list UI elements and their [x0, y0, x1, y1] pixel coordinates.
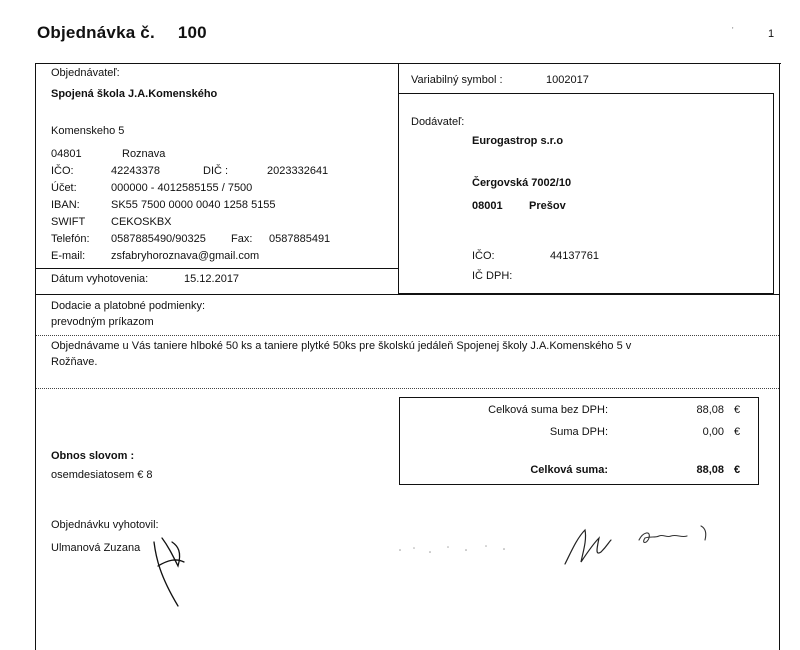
scan-mark: ' — [732, 26, 734, 35]
supplier-icdph-label: IČ DPH: — [472, 270, 513, 282]
supplier-label: Dodávateľ: — [411, 116, 465, 128]
approver-signature — [555, 516, 725, 572]
grand-total-currency: € — [734, 464, 741, 476]
orderer-email: zsfabryhoroznava@gmail.com — [111, 250, 260, 262]
supplier-street: Čergovská 7002/10 — [472, 177, 572, 189]
vat-value: 0,00 — [702, 426, 724, 438]
vat-currency: € — [734, 426, 741, 438]
grand-total-value: 88,08 — [696, 464, 724, 476]
orderer-iban: SK55 7500 0000 0040 1258 5155 — [111, 199, 276, 211]
terms-value: prevodným príkazom — [51, 316, 154, 328]
terms-label: Dodacie a platobné podmienky: — [51, 300, 206, 312]
orderer-name: Spojená škola J.A.Komenského — [51, 88, 218, 100]
order-text-line-2: Rožňave. — [51, 356, 98, 368]
scan-noise — [396, 540, 516, 560]
title-prefix: Objednávka č. — [37, 23, 155, 42]
page-number: 1 — [768, 28, 775, 40]
variable-symbol-label: Variabilný symbol : — [411, 74, 503, 86]
orderer-iban-label: IBAN: — [51, 199, 80, 211]
issuer-label: Objednávku vyhotovil: — [51, 519, 159, 531]
supplier-zip: 08001 — [472, 200, 503, 212]
order-number: 100 — [177, 23, 207, 42]
orderer-city: Roznava — [122, 148, 166, 160]
date-value: 15.12.2017 — [184, 273, 240, 285]
vat-label: Suma DPH: — [549, 426, 608, 438]
orderer-account: 000000 - 4012585155 / 7500 — [111, 182, 253, 194]
orderer-fax: 0587885491 — [269, 233, 331, 245]
supplier-ico-label: IČO: — [472, 250, 495, 262]
net-total-label: Celková suma bez DPH: — [488, 404, 608, 416]
date-label: Dátum vyhotovenia: — [51, 273, 149, 285]
page-title — [37, 23, 207, 43]
orderer-zip: 04801 — [51, 148, 82, 160]
grand-total-label: Celková suma: — [530, 464, 608, 476]
variable-symbol-value: 1002017 — [546, 74, 589, 86]
orderer-dic: 2023332641 — [267, 165, 329, 177]
orderer-label: Objednávateľ: — [51, 67, 120, 79]
orderer-ico: 42243378 — [111, 165, 160, 177]
net-total-value: 88,08 — [696, 404, 724, 416]
issuer-name: Ulmanová Zuzana — [51, 542, 141, 554]
orderer-dic-label: DIČ : — [203, 165, 229, 177]
order-text-line-1: Objednávame u Vás taniere hlboké 50 ks a taniere plytké 50ks pre školskú jedáleň Spojenej školy J.A.Komenského 5 v — [51, 340, 632, 352]
orderer-ico-label: IČO: — [51, 165, 74, 177]
orderer-phone-label: Telefón: — [51, 233, 90, 245]
net-total-currency: € — [734, 404, 741, 416]
orderer-swift-label: SWIFT — [51, 216, 86, 228]
orderer-street: Komenskeho 5 — [51, 125, 125, 137]
supplier-name: Eurogastrop s.r.o — [472, 135, 564, 147]
orderer-phone: 0587885490/90325 — [111, 233, 206, 245]
in-words-label: Obnos slovom : — [51, 450, 135, 462]
issuer-signature — [148, 528, 198, 614]
orderer-email-label: E-mail: — [51, 250, 86, 262]
supplier-city: Prešov — [529, 200, 566, 212]
orderer-fax-label: Fax: — [231, 233, 253, 245]
in-words-value: osemdesiatosem € 8 — [51, 469, 153, 481]
supplier-ico: 44137761 — [550, 250, 599, 262]
orderer-account-label: Účet: — [51, 182, 77, 194]
orderer-swift: CEKOSKBX — [111, 216, 172, 228]
